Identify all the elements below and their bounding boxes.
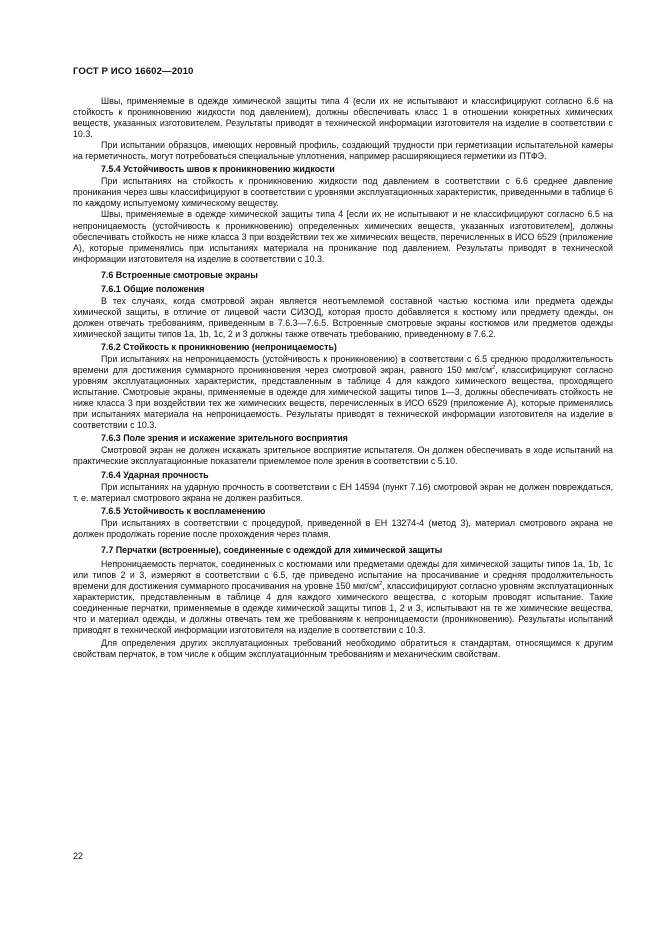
standard-title: ГОСТ Р ИСО 16602—2010 xyxy=(73,66,194,77)
superscript: 2 xyxy=(492,365,496,372)
section-heading-7-6-1: 7.6.1 Общие положения xyxy=(101,283,205,294)
paragraph: Для определения других эксплуатационных требований необходимо обратиться к стандартам, относящимся к другим свойствам перчаток, в том числе к общим эксплуатационным требованиям и механическим свойствам. xyxy=(73,638,613,660)
paragraph: Смотровой экран не должен искажать зрительное восприятие испытателя. Он должен обеспечивать в ходе испытаний на практические эксплуатационные показатели приемлемое поле зрения в соответствии с 5.10. xyxy=(73,445,613,467)
paragraph xyxy=(73,354,613,431)
superscript: 2 xyxy=(379,580,383,587)
document-body xyxy=(73,96,613,660)
section-heading-7-6-3: 7.6.3 Поле зрения и искажение зрительного восприятия xyxy=(101,433,348,444)
paragraph: При испытаниях на ударную прочность в соответствии с ЕН 14594 (пункт 7.16) смотровой экран не должен повреждаться, т. е. материал смотрового экрана не должен разбиться. xyxy=(73,481,613,503)
paragraph: Швы, применяемые в одежде химической защиты типа 4 (если их не испытывают и классифицируют согласно 6.6 на стойкость к проникновению жидкости под давлением), должны обеспечивать класс 1 в отношении конкретных химических веществ, указанных изготовителем. Результаты приводят в технической информации изготовителя на изделие в соответствии с 10.3. xyxy=(73,96,613,140)
section-heading-7-5-4: 7.5.4 Устойчивость швов к проникновению жидкости xyxy=(101,164,335,175)
paragraph: Швы, применяемые в одежде химической защиты типа 4 [если их не испытывают и не классифицируют согласно 6.5 на непроницаемость (устойчивость к проникновению) определенных химических веществ, указанных изготовителем], должны обеспечивать стойкость не ниже класса 3 при воздействии тех же химических веществ, перечисленных в ИСО 6529 (приложение А), которые применялись при испытаниях материала на проникание под давлением. Результаты приводят в технической информации изготовителя на изделие в соответствии с 10.3. xyxy=(73,209,613,264)
paragraph-text: При испытаниях на непроницаемость (устойчивость к проникновению) в соответствии с 6.5 среднюю продолжительность времени для достижения суммарного проникновения через смотровой экран, равного 150 мкг/см xyxy=(73,354,613,376)
section-heading-7-7: 7.7 Перчатки (встроенные), соединенные с одеждой для химической защиты xyxy=(101,544,443,555)
paragraph: При испытаниях в соответствии с процедурой, приведенной в ЕН 13274-4 (метод 3), материал смотрового экрана не должен продолжать горение после прохождения через пламя. xyxy=(73,517,613,539)
paragraph: При испытании образцов, имеющих неровный профиль, создающий трудности при герметизации испытательной камеры на герметичность, могут потребоваться специальные уплотнения, например расширяющиеся герметики из ПТФЭ. xyxy=(73,140,613,162)
paragraph xyxy=(73,559,613,636)
paragraph: При испытаниях на стойкость к проникновению жидкости под давлением в соответствии с 6.6 среднее давление проникания через швы классифицируют в соответствии с уровнями эксплуатационных характеристик, приведенными в таблице 6 по каждому испытуемому химическому веществу. xyxy=(73,176,613,209)
section-heading-7-6: 7.6 Встроенные смотровые экраны xyxy=(101,269,258,280)
page-number: 22 xyxy=(73,851,84,861)
paragraph: В тех случаях, когда смотровой экран является неотъемлемой составной частью костюма или предмета одежды химической защиты, в отличие от лицевой части СИЗОД, которая просто добавляется к костюму или предмету одежды, он должен отвечать требованиям, приведенным в 7.6.3—7.6.5. Встроенные смотровые экраны костюмов или предметов одежды химической защиты типов 1а, 1b, 1с, 2 и 3 должны также отвечать требованию, приведенному в 7.6.2. xyxy=(73,295,613,339)
paragraph-text: , классифицируют согласно уровням эксплуатационных характеристик, представленным в таблице 4 для каждого химического вещества, проходящего испытание. Смотровые экраны, применяемые в одежде для химической защиты типов 1—3, должны обеспечивать стойкость не ниже класса 3 при воздействии тех же химических веществ, перечисленных в ИСО 6529 (приложение А), которые применялись при испытаниях материала на непроницаемость. Результаты приводят в технической информации изготовителя на изделие в соответствии с 10.3. xyxy=(73,365,613,431)
section-heading-7-6-2: 7.6.2 Стойкость к проникновению (непроницаемость) xyxy=(101,341,337,352)
paragraph-text: Непроницаемость перчаток, соединенных с костюмами или предметами одежды для химической защиты типов 1а, 1b, 1с или типов 2 и 3, измеряют в соответствии с 6.5, где приведено испытание на просачивание и средняя продолжительность времени для достижения суммарного просачивания на уровне 150 мкг/см xyxy=(73,558,613,591)
section-heading-7-6-4: 7.6.4 Ударная прочность xyxy=(101,469,209,480)
section-heading-7-6-5: 7.6.5 Устойчивость к воспламенению xyxy=(101,505,266,516)
paragraph-text: , классифицируют согласно уровням эксплуатационных характеристик, представленным в таблице 4 для каждого химического вещества, с которым проводят испытание. Такие соединенные перчатки, применяемые в одежде химической защиты типов 1, 2 и 3, испытывают на те же химические вещества, что и материал одежды, и должны отвечать тем же требованиям к непроницаемости (проникновению). Результаты испытаний приводят в технической информации изготовителя на изделие в соответствии с 10.3. xyxy=(73,580,613,636)
